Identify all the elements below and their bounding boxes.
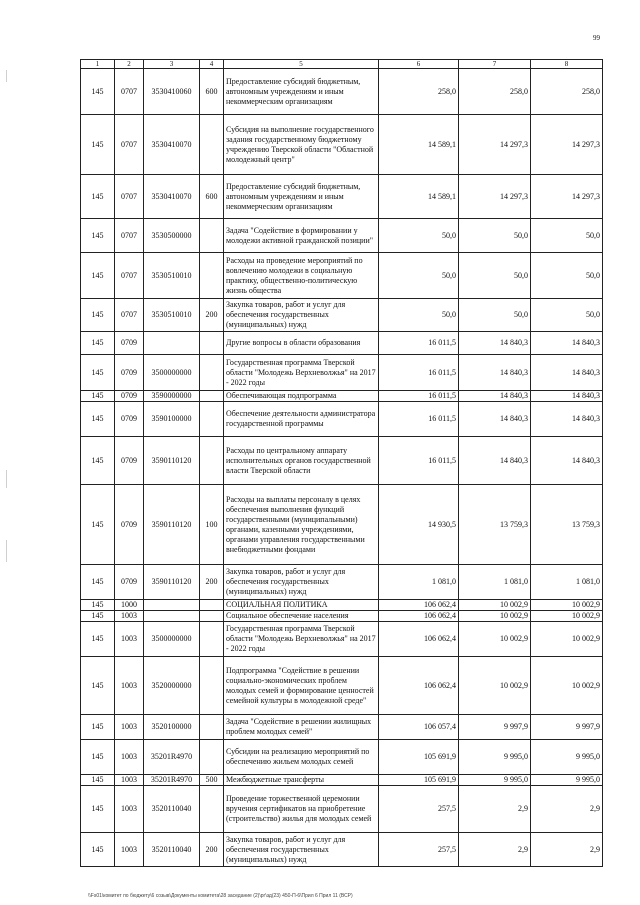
expense-type-cell: 200 — [200, 833, 224, 867]
table-row — [81, 565, 603, 600]
margin-mark-3 — [6, 540, 7, 562]
section-code-cell: 1003 — [115, 715, 144, 740]
amount-col7-cell: 50,0 — [459, 253, 531, 299]
header-cell: 8 — [531, 60, 603, 69]
header-cell: 2 — [115, 60, 144, 69]
amount-col8-cell: 9 995,0 — [531, 740, 603, 775]
admin-code-cell: 145 — [81, 775, 115, 786]
target-article-cell: 3530410070 — [144, 175, 200, 219]
header-cell: 5 — [224, 60, 379, 69]
table-row — [81, 833, 603, 867]
admin-code-cell: 145 — [81, 219, 115, 253]
table-row — [81, 253, 603, 299]
amount-col7-cell: 14 840,3 — [459, 391, 531, 402]
table-row — [81, 437, 603, 485]
table-row — [81, 786, 603, 833]
admin-code-cell: 145 — [81, 253, 115, 299]
amount-col8-cell: 9 995,0 — [531, 775, 603, 786]
section-code-cell: 1003 — [115, 786, 144, 833]
amount-col6-cell: 14 589,1 — [379, 115, 459, 175]
section-code-cell: 0709 — [115, 332, 144, 355]
amount-col7-cell: 10 002,9 — [459, 622, 531, 657]
description-cell: Предоставление субсидий бюджетным, автономным учреждениям и иным некоммерческим организациям — [224, 69, 379, 115]
table-row — [81, 299, 603, 332]
amount-col7-cell: 10 002,9 — [459, 611, 531, 622]
amount-col8-cell: 2,9 — [531, 786, 603, 833]
section-code-cell: 0709 — [115, 565, 144, 600]
amount-col6-cell: 106 057,4 — [379, 715, 459, 740]
admin-code-cell: 145 — [81, 391, 115, 402]
target-article-cell: 35201R4970 — [144, 775, 200, 786]
expense-type-cell — [200, 115, 224, 175]
target-article-cell: 3520110040 — [144, 786, 200, 833]
target-article-cell: 3590110120 — [144, 485, 200, 565]
amount-col8-cell: 50,0 — [531, 219, 603, 253]
amount-col6-cell: 257,5 — [379, 786, 459, 833]
expense-type-cell: 200 — [200, 299, 224, 332]
amount-col8-cell: 9 997,9 — [531, 715, 603, 740]
amount-col8-cell: 14 840,3 — [531, 355, 603, 391]
expense-type-cell — [200, 391, 224, 402]
amount-col8-cell: 10 002,9 — [531, 622, 603, 657]
amount-col6-cell: 16 011,5 — [379, 332, 459, 355]
amount-col6-cell: 16 011,5 — [379, 402, 459, 437]
section-code-cell: 0707 — [115, 69, 144, 115]
amount-col6-cell: 258,0 — [379, 69, 459, 115]
admin-code-cell: 145 — [81, 69, 115, 115]
header-cell: 6 — [379, 60, 459, 69]
admin-code-cell: 145 — [81, 175, 115, 219]
header-cell: 3 — [144, 60, 200, 69]
table-row — [81, 402, 603, 437]
table-row — [81, 115, 603, 175]
amount-col7-cell: 2,9 — [459, 833, 531, 867]
description-cell: Другие вопросы в области образования — [224, 332, 379, 355]
admin-code-cell: 145 — [81, 740, 115, 775]
expense-type-cell — [200, 402, 224, 437]
description-cell: Закупка товаров, работ и услуг для обеспечения государственных (муниципальных) нужд — [224, 833, 379, 867]
amount-col7-cell: 14 840,3 — [459, 402, 531, 437]
description-cell: Социальное обеспечение населения — [224, 611, 379, 622]
table-row — [81, 611, 603, 622]
amount-col8-cell: 14 840,3 — [531, 332, 603, 355]
header-cell: 7 — [459, 60, 531, 69]
admin-code-cell: 145 — [81, 332, 115, 355]
table-row — [81, 485, 603, 565]
header-cell: 4 — [200, 60, 224, 69]
admin-code-cell: 145 — [81, 437, 115, 485]
description-cell: Расходы на проведение мероприятий по вовлечению молодежи в социальную практику, общественно-политическую жизнь общества — [224, 253, 379, 299]
amount-col8-cell: 14 297,3 — [531, 175, 603, 219]
table-row — [81, 740, 603, 775]
amount-col7-cell: 14 297,3 — [459, 175, 531, 219]
admin-code-cell: 145 — [81, 833, 115, 867]
target-article-cell: 3590000000 — [144, 391, 200, 402]
amount-col8-cell: 10 002,9 — [531, 657, 603, 715]
expense-type-cell — [200, 786, 224, 833]
description-cell: СОЦИАЛЬНАЯ ПОЛИТИКА — [224, 600, 379, 611]
admin-code-cell: 145 — [81, 611, 115, 622]
table-row — [81, 391, 603, 402]
section-code-cell: 0709 — [115, 485, 144, 565]
section-code-cell: 1000 — [115, 600, 144, 611]
target-article-cell: 3590110120 — [144, 437, 200, 485]
expense-type-cell — [200, 600, 224, 611]
amount-col8-cell: 13 759,3 — [531, 485, 603, 565]
amount-col6-cell: 14 589,1 — [379, 175, 459, 219]
amount-col7-cell: 258,0 — [459, 69, 531, 115]
amount-col8-cell: 14 297,3 — [531, 115, 603, 175]
description-cell: Субсидия на выполнение государственного задания государственному бюджетному учреждению Тверской области "Областной молодежный центр" — [224, 115, 379, 175]
description-cell: Задача "Содействие в формировании у молодежи активной гражданской позиции" — [224, 219, 379, 253]
table-row — [81, 69, 603, 115]
target-article-cell: 3520110040 — [144, 833, 200, 867]
expense-type-cell: 500 — [200, 775, 224, 786]
admin-code-cell: 145 — [81, 402, 115, 437]
amount-col7-cell: 50,0 — [459, 299, 531, 332]
description-cell: Межбюджетные трансферты — [224, 775, 379, 786]
description-cell: Обеспечение деятельности администратора государственной программы — [224, 402, 379, 437]
amount-col7-cell: 14 297,3 — [459, 115, 531, 175]
amount-col8-cell: 14 840,3 — [531, 391, 603, 402]
section-code-cell: 0707 — [115, 299, 144, 332]
admin-code-cell: 145 — [81, 299, 115, 332]
description-cell: Закупка товаров, работ и услуг для обеспечения государственных (муниципальных) нужд — [224, 565, 379, 600]
admin-code-cell: 145 — [81, 715, 115, 740]
target-article-cell: 3500000000 — [144, 355, 200, 391]
amount-col7-cell: 9 995,0 — [459, 740, 531, 775]
description-cell: Расходы на выплаты персоналу в целях обеспечения выполнения функций государственными (муниципальными) органами, казенными учреждениями, органами управления государственными внебюджетными фондами — [224, 485, 379, 565]
amount-col6-cell: 50,0 — [379, 219, 459, 253]
amount-col8-cell: 2,9 — [531, 833, 603, 867]
target-article-cell: 3520100000 — [144, 715, 200, 740]
admin-code-cell: 145 — [81, 657, 115, 715]
amount-col8-cell: 14 840,3 — [531, 437, 603, 485]
table-row — [81, 332, 603, 355]
amount-col6-cell: 106 062,4 — [379, 611, 459, 622]
admin-code-cell: 145 — [81, 355, 115, 391]
amount-col7-cell: 14 840,3 — [459, 437, 531, 485]
amount-col7-cell: 10 002,9 — [459, 600, 531, 611]
admin-code-cell: 145 — [81, 565, 115, 600]
expense-type-cell — [200, 715, 224, 740]
expense-type-cell — [200, 332, 224, 355]
expense-type-cell — [200, 253, 224, 299]
target-article-cell: 3520000000 — [144, 657, 200, 715]
expense-type-cell — [200, 355, 224, 391]
table-row — [81, 355, 603, 391]
expense-type-cell — [200, 622, 224, 657]
section-code-cell: 0707 — [115, 115, 144, 175]
expense-type-cell — [200, 657, 224, 715]
section-code-cell: 0709 — [115, 355, 144, 391]
section-code-cell: 1003 — [115, 657, 144, 715]
expense-type-cell — [200, 611, 224, 622]
target-article-cell: 3590100000 — [144, 402, 200, 437]
section-code-cell: 0709 — [115, 391, 144, 402]
amount-col7-cell: 50,0 — [459, 219, 531, 253]
target-article-cell: 3530410070 — [144, 115, 200, 175]
header-row — [81, 60, 603, 69]
amount-col6-cell: 16 011,5 — [379, 355, 459, 391]
amount-col7-cell: 14 840,3 — [459, 332, 531, 355]
section-code-cell: 0707 — [115, 219, 144, 253]
amount-col8-cell: 50,0 — [531, 299, 603, 332]
section-code-cell: 1003 — [115, 775, 144, 786]
admin-code-cell: 145 — [81, 786, 115, 833]
expense-type-cell: 600 — [200, 175, 224, 219]
description-cell: Расходы по центральному аппарату исполнительных органов государственной власти Тверской области — [224, 437, 379, 485]
target-article-cell: 3530500000 — [144, 219, 200, 253]
section-code-cell: 0707 — [115, 175, 144, 219]
section-code-cell: 1003 — [115, 611, 144, 622]
amount-col7-cell: 14 840,3 — [459, 355, 531, 391]
amount-col7-cell: 10 002,9 — [459, 657, 531, 715]
target-article-cell: 3530510010 — [144, 253, 200, 299]
amount-col8-cell: 10 002,9 — [531, 600, 603, 611]
page-number: 99 — [593, 34, 600, 42]
margin-mark-2 — [6, 470, 7, 488]
header-cell: 1 — [81, 60, 115, 69]
section-code-cell: 0709 — [115, 402, 144, 437]
table-row — [81, 775, 603, 786]
file-path-footer: \\Fs01\комитет по бюджету\6 созыв\Документы комитета\28 заседание (2)\рг\зд(23) 450-П-6\Прил 6 Прил 11 (ВСР) — [88, 893, 353, 899]
section-code-cell: 1003 — [115, 622, 144, 657]
amount-col6-cell: 105 691,9 — [379, 775, 459, 786]
section-code-cell: 0709 — [115, 437, 144, 485]
target-article-cell: 3500000000 — [144, 622, 200, 657]
expense-type-cell: 100 — [200, 485, 224, 565]
amount-col6-cell: 16 011,5 — [379, 437, 459, 485]
amount-col7-cell: 9 995,0 — [459, 775, 531, 786]
expense-type-cell: 200 — [200, 565, 224, 600]
amount-col8-cell: 10 002,9 — [531, 611, 603, 622]
target-article-cell: 3530510010 — [144, 299, 200, 332]
amount-col8-cell: 14 840,3 — [531, 402, 603, 437]
description-cell: Подпрограмма "Содействие в решении социально-экономических проблем молодых семей и формирование ценностей семейной культуры в молодежной среде" — [224, 657, 379, 715]
expense-type-cell — [200, 219, 224, 253]
amount-col8-cell: 258,0 — [531, 69, 603, 115]
amount-col6-cell: 106 062,4 — [379, 622, 459, 657]
description-cell: Закупка товаров, работ и услуг для обеспечения государственных (муниципальных) нужд — [224, 299, 379, 332]
amount-col7-cell: 13 759,3 — [459, 485, 531, 565]
budget-table — [80, 59, 603, 867]
admin-code-cell: 145 — [81, 115, 115, 175]
amount-col6-cell: 257,5 — [379, 833, 459, 867]
target-article-cell: 35201R4970 — [144, 740, 200, 775]
amount-col6-cell: 106 062,4 — [379, 600, 459, 611]
target-article-cell — [144, 600, 200, 611]
description-cell: Государственная программа Тверской области "Молодежь Верхневолжья" на 2017 - 2022 годы — [224, 622, 379, 657]
target-article-cell — [144, 332, 200, 355]
amount-col6-cell: 14 930,5 — [379, 485, 459, 565]
amount-col6-cell: 50,0 — [379, 253, 459, 299]
admin-code-cell: 145 — [81, 622, 115, 657]
description-cell: Субсидии на реализацию мероприятий по обеспечению жильем молодых семей — [224, 740, 379, 775]
amount-col6-cell: 50,0 — [379, 299, 459, 332]
expense-type-cell: 600 — [200, 69, 224, 115]
description-cell: Задача "Содействие в решении жилищных проблем молодых семей" — [224, 715, 379, 740]
section-code-cell: 1003 — [115, 833, 144, 867]
table-body — [81, 69, 603, 867]
table-row — [81, 657, 603, 715]
target-article-cell: 3590110120 — [144, 565, 200, 600]
description-cell: Государственная программа Тверской области "Молодежь Верхневолжья" на 2017 - 2022 годы — [224, 355, 379, 391]
table-row — [81, 219, 603, 253]
table-row — [81, 175, 603, 219]
admin-code-cell: 145 — [81, 600, 115, 611]
expense-type-cell — [200, 740, 224, 775]
section-code-cell: 1003 — [115, 740, 144, 775]
amount-col8-cell: 50,0 — [531, 253, 603, 299]
amount-col7-cell: 9 997,9 — [459, 715, 531, 740]
amount-col6-cell: 1 081,0 — [379, 565, 459, 600]
table-row — [81, 600, 603, 611]
table-row — [81, 622, 603, 657]
amount-col6-cell: 106 062,4 — [379, 657, 459, 715]
amount-col7-cell: 2,9 — [459, 786, 531, 833]
section-code-cell: 0707 — [115, 253, 144, 299]
margin-mark-1 — [6, 70, 7, 82]
description-cell: Проведение торжественной церемонии вручения сертификатов на приобретение (строительство) жилья для молодых семей — [224, 786, 379, 833]
amount-col6-cell: 105 691,9 — [379, 740, 459, 775]
description-cell: Предоставление субсидий бюджетным, автономным учреждениям и иным некоммерческим организациям — [224, 175, 379, 219]
amount-col6-cell: 16 011,5 — [379, 391, 459, 402]
description-cell: Обеспечивающая подпрограмма — [224, 391, 379, 402]
expense-type-cell — [200, 437, 224, 485]
admin-code-cell: 145 — [81, 485, 115, 565]
target-article-cell: 3530410060 — [144, 69, 200, 115]
table-row — [81, 715, 603, 740]
amount-col8-cell: 1 081,0 — [531, 565, 603, 600]
amount-col7-cell: 1 081,0 — [459, 565, 531, 600]
target-article-cell — [144, 611, 200, 622]
